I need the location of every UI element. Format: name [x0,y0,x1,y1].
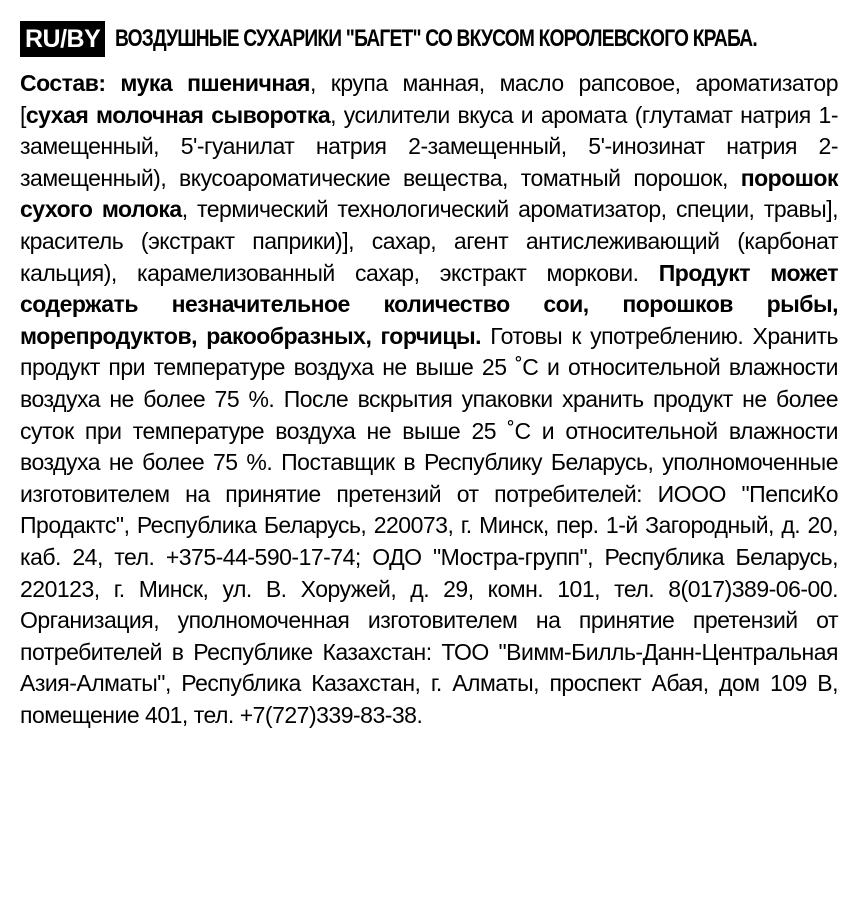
product-label [20,20,838,731]
text-segment: , термический технологический ароматизатор, специи, травы], краситель (экстракт паприки)], сахар, агент антислеживающий (карбонат кальция), карамелизованный сахар, экстракт моркови. [20,196,838,286]
allergen-warning: Продукт может содержать незначительное количество сои, порошков рыбы, морепродуктов, ракообразных, горчицы. [20,259,838,349]
region-badge: RU/BY [20,21,105,57]
storage-and-contacts: Готовы к употреблению. Хранить продукт при температуре воздуха не выше 25 ˚С и относительной влажности воздуха не более 75 %. После вскрытия упаковки хранить продукт не более суток при температуре воздуха не выше 25 ˚С и относительной влажности воздуха не более 75 %. Поставщик в Республику Беларусь, уполномоченные изготовителем на принятие претензий от потребителей: ИООО "ПепсиКо Продактс", Республика Беларусь, 220073, г. Минск, пер. 1-й Загородный, д. 20, каб. 24, тел. +375-44-590-17-74; ОДО "Мостра-групп", Республика Беларусь, 220123, г. Минск, ул. В. Хоружей, д. 29, комн. 101, тел. 8(017)389-06-00. Организация, уполномоченная изготовителем на принятие претензий от потребителей в Республике Казахстан: ТОО "Вимм-Билль-Данн-Центральная Азия-Алматы", Республика Казахстан, г. Алматы, проспект Абая, дом 109 В, помещение 401, тел. +7(727)339-83-38. [20,322,838,728]
product-title: ВОЗДУШНЫЕ СУХАРИКИ "БАГЕТ" СО ВКУСОМ КОРОЛЕВСКОГО КРАБА. [115,25,758,52]
text-segment [106,70,121,96]
label-header [20,20,838,58]
allergen-whey: сухая молочная сыворотка [25,101,331,128]
text-segment: , усилители вкуса и аромата (глутамат натрия 1-замещенный, 5'-гуанилат натрия 2-замещенный, 5'-инозинат натрия 2-замещенный), вкусоароматические вещества, томатный порошок, [20,101,838,191]
ingredient-main: мука пшеничная [120,70,310,96]
text-segment: , крупа манная, масло рапсовое, ароматизатор [ [20,70,839,128]
composition-text [20,68,838,731]
composition-label: Состав: [20,70,106,96]
allergen-milk-powder: порошок сухого молока [20,164,838,223]
